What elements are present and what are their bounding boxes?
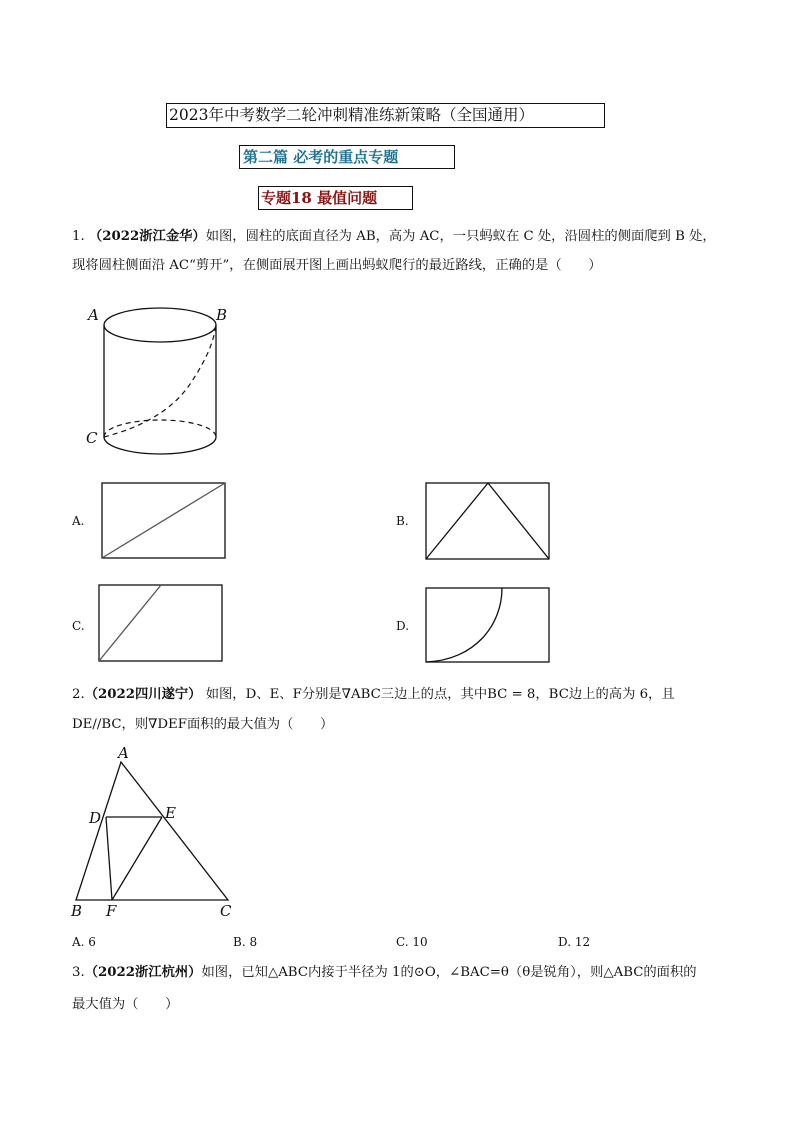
q3-line2: 最大值为（ ） (72, 997, 179, 1012)
q3-line1 (72, 961, 697, 985)
q2-option-b: B. 8 (233, 935, 258, 949)
q2-option-d: D. 12 (558, 935, 591, 949)
q2-triangle-figure (66, 742, 246, 922)
label-B: B (216, 306, 228, 324)
cylinder-bottom-front (104, 437, 216, 454)
q2-line2: DE//BC，则∇DEF面积的最大值为（ ） (72, 717, 334, 732)
q1-option-c-figure (98, 584, 224, 663)
q1-option-b-figure (425, 482, 551, 561)
q2-text1: 如图，D、E、F分别是∇ABC三边上的点，其中BC = 8，BC边上的高为 6，且 (205, 687, 675, 702)
q3-source: （2022浙江杭州） (84, 965, 202, 980)
q2-option-a: A. 6 (72, 935, 96, 949)
part-title: 第二篇 必考的重点专题 (239, 145, 455, 169)
q3-number: 3. (72, 965, 85, 980)
triangle-abc (76, 762, 228, 900)
q2-source: （2022四川遂宁） (84, 687, 202, 702)
q1-option-c-label: C. (72, 619, 85, 633)
cylinder-bottom-back (104, 420, 216, 437)
segment-df (106, 817, 112, 900)
q1-line1 (72, 225, 716, 249)
q3-text1: 如图，已知△ABC内接于半径为 1的⊙O，∠BAC=θ（θ是锐角），则△ABC的面积的 (201, 965, 697, 980)
document-title: 2023年中考数学二轮冲刺精准练新策略（全国通用） (166, 103, 605, 128)
label-A: A (88, 306, 99, 324)
q1-line2: 现将圆柱侧面沿 AC“剪开”，在侧面展开图上画出蚂蚁爬行的最近路线，正确的是（ ） (72, 258, 602, 273)
label-C: C (220, 902, 232, 920)
label-A: A (118, 744, 129, 762)
q1-option-a-figure (101, 482, 227, 560)
q1-option-a-label: A. (72, 514, 85, 528)
label-B: B (71, 902, 83, 920)
q2-number: 2. (72, 687, 85, 702)
segment-ef (112, 817, 162, 900)
q1-cylinder-figure (80, 300, 240, 460)
label-F: F (106, 902, 117, 920)
label-E: E (165, 804, 176, 822)
label-D: D (89, 809, 102, 827)
q2-line1 (72, 683, 675, 707)
q1-text1: 如图，圆柱的底面直径为 AB，高为 AC，一只蚂蚁在 C 处，沿圆柱的侧面爬到 B 处， (205, 229, 716, 244)
cylinder-top-ellipse (104, 308, 216, 342)
q1-number: 1. (72, 229, 85, 244)
q1-source: （2022浙江金华） (88, 229, 206, 244)
q1-option-d-label: D. (396, 619, 410, 633)
topic-title: 专题18 最值问题 (258, 186, 413, 210)
q1-option-d-figure (425, 587, 551, 664)
q1-option-b-label: B. (396, 514, 409, 528)
q2-option-c: C. 10 (396, 935, 428, 949)
label-C: C (86, 429, 98, 447)
